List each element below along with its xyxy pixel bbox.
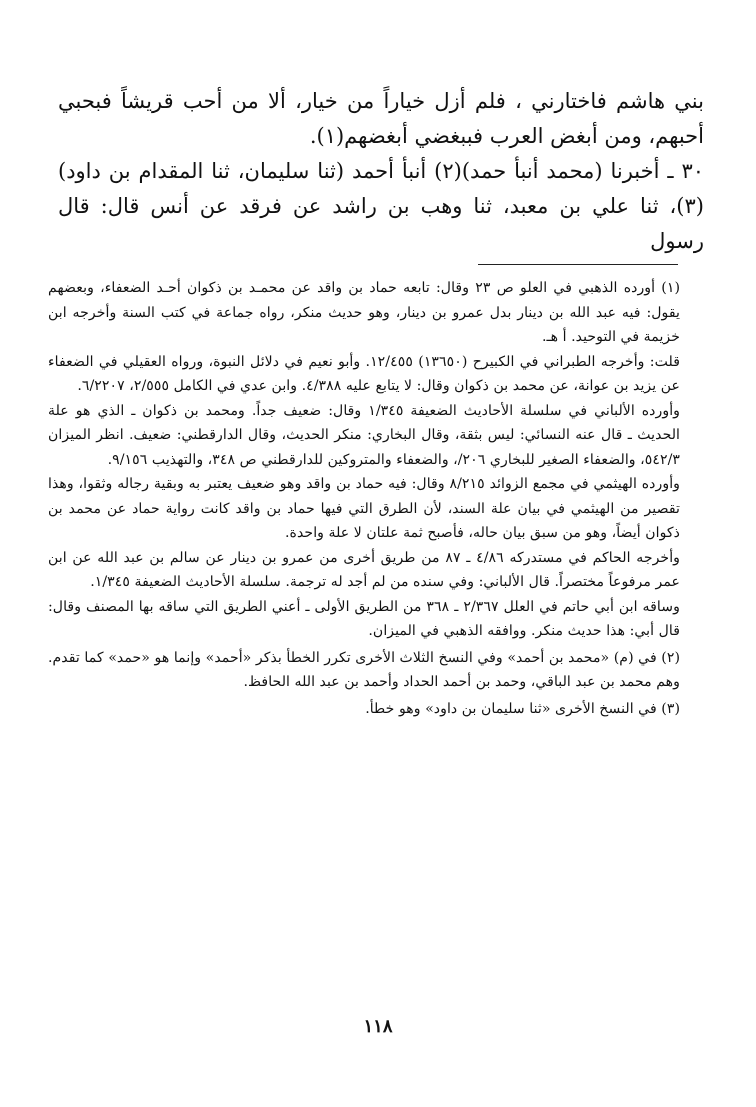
footnote-paragraph: قلت: وأخرجه الطبراني في الكبيرح (١٣٦٥٠) ١٢/٤٥٥. وأبو نعيم في دلائل النبوة، ورواه العقيلي في الضعفاء عن يزيد بن عوانة، عن محمد بن ذكوان وقال: لا يتابع عليه ٤/٣٨٨. وابن عدي في الكامل ٢/٥٥٥، ٦/٢٢٠٧. <box>48 353 680 394</box>
main-paragraph: بني هاشم فاختارني ، فلم أزل خياراً من خيار، ألا من أحب قريشاً فبحبي أحبهم، ومن أبغض العرب فببغضي أبغضهم(١). <box>58 89 704 148</box>
footnote-2 <box>48 646 680 695</box>
footnote-paragraph: (٢) في (م) «محمد بن أحمد» وفي النسخ الثلاث الأخرى تكرر الخطأ بذكر «أحمد» وإنما هو «حمد» كما تقدم. وهم محمد بن عبد الباقي، وحمد بن أحمد الحداد وأحمد بن عبد الله الحافظ. <box>48 649 680 690</box>
footnote-paragraph: وأورده الألباني في سلسلة الأحاديث الضعيفة ١/٣٤٥ وقال: ضعيف جداً. ومحمد بن ذكوان ـ الذي هو علة الحديث ـ قال عنه النسائي: ليس بثقة، وقال البخاري: منكر الحديث، وقال الدارقطني: ضعيف. انظر الميزان ٥٤٢/٣، والضعفاء الصغير للبخاري ٢٠٦/، والضعفاء والمتروكين للدارقطني ص ٣٤٨، والتهذيب ٩/١٥٦. <box>48 402 680 468</box>
footnote-1 <box>48 276 680 644</box>
main-paragraph-hadith-30: ٣٠ ـ أخبرنا (محمد أنبأ حمد)(٢) أنبأ أحمد (ثنا سليمان، ثنا المقدام بن داود)(٣)، ثنا علي بن معبد، ثنا وهب بن راشد عن فرقد عن أنس قال: قال رسول <box>58 159 704 253</box>
footnote-paragraph: (٣) في النسخ الأخرى «ثنا سليمان بن داود» وهو خطأ. <box>365 700 680 717</box>
footnote-3 <box>48 697 680 722</box>
page-number: ١١٨ <box>363 1016 393 1037</box>
footnote-paragraph: وأورده الهيثمي في مجمع الزوائد ٨/٢١٥ وقال: فيه حماد بن واقد وهو ضعيف يعتبر به وبقية رجاله وثقوا، وهذا تقصير من الهيثمي في بيان علة السند، لأن الطرق التي فيها حماد بن واقد كانت رواية حماد عن محمد بن ذكوان أيضاً، وهو من سبق بيان حاله، فأصبح ثمة علتان لا علة واحدة. <box>48 476 680 541</box>
footnote-separator <box>478 264 678 265</box>
footnote-paragraph: وساقه ابن أبي حاتم في العلل ٢/٣٦٧ ـ ٣٦٨ من الطريق الأولى ـ أعني الطريق التي ساقه بها المصنف وقال: قال أبي: هذا حديث منكر. ووافقه الذهبي في الميزان. <box>48 598 680 639</box>
footnote-paragraph: وأخرجه الحاكم في مستدركه ٤/٨٦ ـ ٨٧ من طريق أخرى من عمرو بن دينار عن سالم بن عبد الله عن ابن عمر مرفوعاً مختصراً. قال الألباني: وفي سنده من لم أجد له ترجمة. سلسلة الأحاديث الضعيفة ١/٣٤٥. <box>48 549 680 590</box>
main-text <box>58 84 704 259</box>
footnote-paragraph: (١) أورده الذهبي في العلو ص ٢٣ وقال: تابعه حماد بن واقد عن محمـد بن ذكوان أحـد الضعفاء، وبعضهم يقول: فيه عبد الله بن دينار بدل عمرو بن دينار، وهو حديث منكر، رواه جماعة في كتب السنة وأخرجه ابن خزيمة في التوحيد. أ هـ. <box>48 280 680 345</box>
footnotes <box>48 276 680 723</box>
